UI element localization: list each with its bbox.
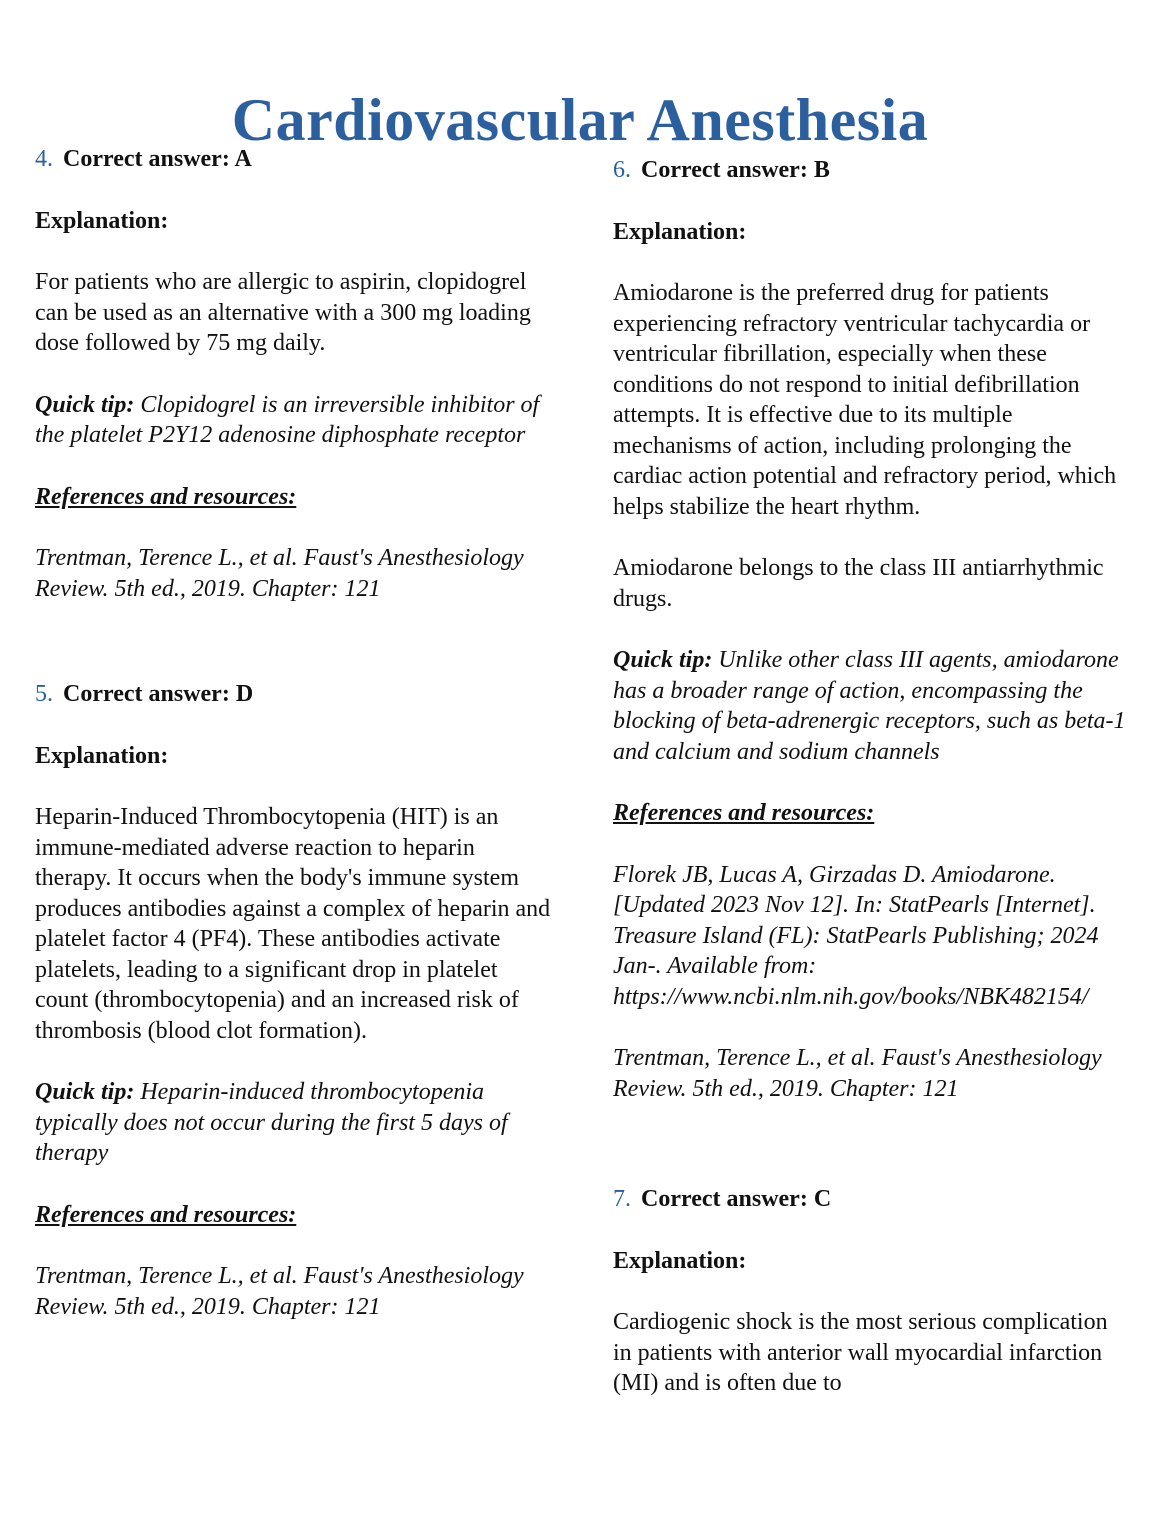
quick-tip [35, 1077, 555, 1169]
quick-tip-label: Quick tip: [613, 647, 713, 673]
reference-item: Trentman, Terence L., et al. Faust's Anesthesiology Review. 5th ed., 2019. Chapter: 121 [35, 1263, 524, 1320]
reference-item: Trentman, Terence L., et al. Faust's Anesthesiology Review. 5th ed., 2019. Chapter: 121 [35, 545, 524, 602]
reference-item: Florek JB, Lucas A, Girzadas D. Amiodarone. [Updated 2023 Nov 12]. In: StatPearls [Internet]. Treasure Island (FL): StatPearls Publishing; 2024 Jan-. Available from: https://www.ncbi.nlm.nih.gov/books/NBK482154/ [613, 861, 1099, 1010]
quick-tip-text: Clopidogrel is an irreversible inhibitor of the platelet P2Y12 adenosine diphosphate receptor [35, 391, 540, 448]
quick-tip-text: Unlike other class III agents, amiodarone has a broader range of action, encompassing the blocking of beta-adrenergic receptors, such as beta-1 and calcium and sodium channels [613, 647, 1126, 765]
correct-answer-heading [613, 1184, 1128, 1215]
right-column [613, 155, 1128, 1399]
correct-answer-heading [35, 144, 555, 175]
reference-item: Trentman, Terence L., et al. Faust's Anesthesiology Review. 5th ed., 2019. Chapter: 121 [613, 1045, 1102, 1102]
explanation-label: Explanation: [613, 1247, 747, 1274]
left-column [35, 144, 555, 1322]
references-heading: References and resources: [35, 1201, 297, 1228]
quick-tip-text: Heparin-induced thrombocytopenia typically does not occur during the first 5 days of therapy [35, 1079, 508, 1166]
explanation-paragraph: Cardiogenic shock is the most serious complication in patients with anterior wall myocardial infarction (MI) and is often due to [613, 1309, 1108, 1396]
correct-answer-label: Correct answer: A [63, 146, 252, 172]
answer-section-5 [35, 679, 555, 1322]
question-number: 4. [35, 146, 53, 172]
correct-answer-label: Correct answer: C [641, 1186, 832, 1212]
correct-answer-heading [35, 679, 555, 710]
correct-answer-label: Correct answer: D [63, 681, 254, 707]
references-heading: References and resources: [613, 800, 875, 826]
quick-tip-label: Quick tip: [35, 391, 135, 418]
answer-section-4 [35, 144, 555, 604]
quick-tip-label: Quick tip: [35, 1079, 135, 1105]
quick-tip [613, 645, 1128, 767]
explanation-paragraph: Amiodarone is the preferred drug for patients experiencing refractory ventricular tachycardia or ventricular fibrillation, especially when these conditions do not respond to initial defibrillation attempts. It is effective due to its multiple mechanisms of action, including prolonging the cardiac action potential and refractory period, which helps stabilize the heart rhythm. [613, 280, 1117, 520]
question-number: 5. [35, 681, 53, 707]
explanation-paragraph: For patients who are allergic to aspirin, clopidogrel can be used as an alternative with a 300 mg loading dose followed by 75 mg daily. [35, 269, 531, 356]
explanation-paragraph: Heparin-Induced Thrombocytopenia (HIT) is an immune-mediated adverse reaction to heparin therapy. It occurs when the body's immune system produces antibodies against a complex of heparin and platelet factor 4 (PF4). These antibodies activate platelets, leading to a significant drop in platelet count (thrombocytopenia) and an increased risk of thrombosis (blood clot formation). [35, 804, 551, 1044]
explanation-paragraph: Amiodarone belongs to the class III antiarrhythmic drugs. [613, 555, 1104, 612]
explanation-label: Explanation: [613, 218, 747, 245]
answer-section-7 [613, 1184, 1128, 1399]
correct-answer-label: Correct answer: B [641, 157, 830, 183]
quick-tip [35, 390, 555, 451]
answer-section-6 [613, 155, 1128, 1104]
correct-answer-heading [613, 155, 1128, 186]
question-number: 7. [613, 1186, 631, 1212]
explanation-label: Explanation: [35, 742, 169, 769]
page-title: Cardiovascular Anesthesia [231, 87, 929, 154]
explanation-label: Explanation: [35, 207, 169, 234]
question-number: 6. [613, 157, 631, 183]
references-heading: References and resources: [35, 483, 297, 510]
